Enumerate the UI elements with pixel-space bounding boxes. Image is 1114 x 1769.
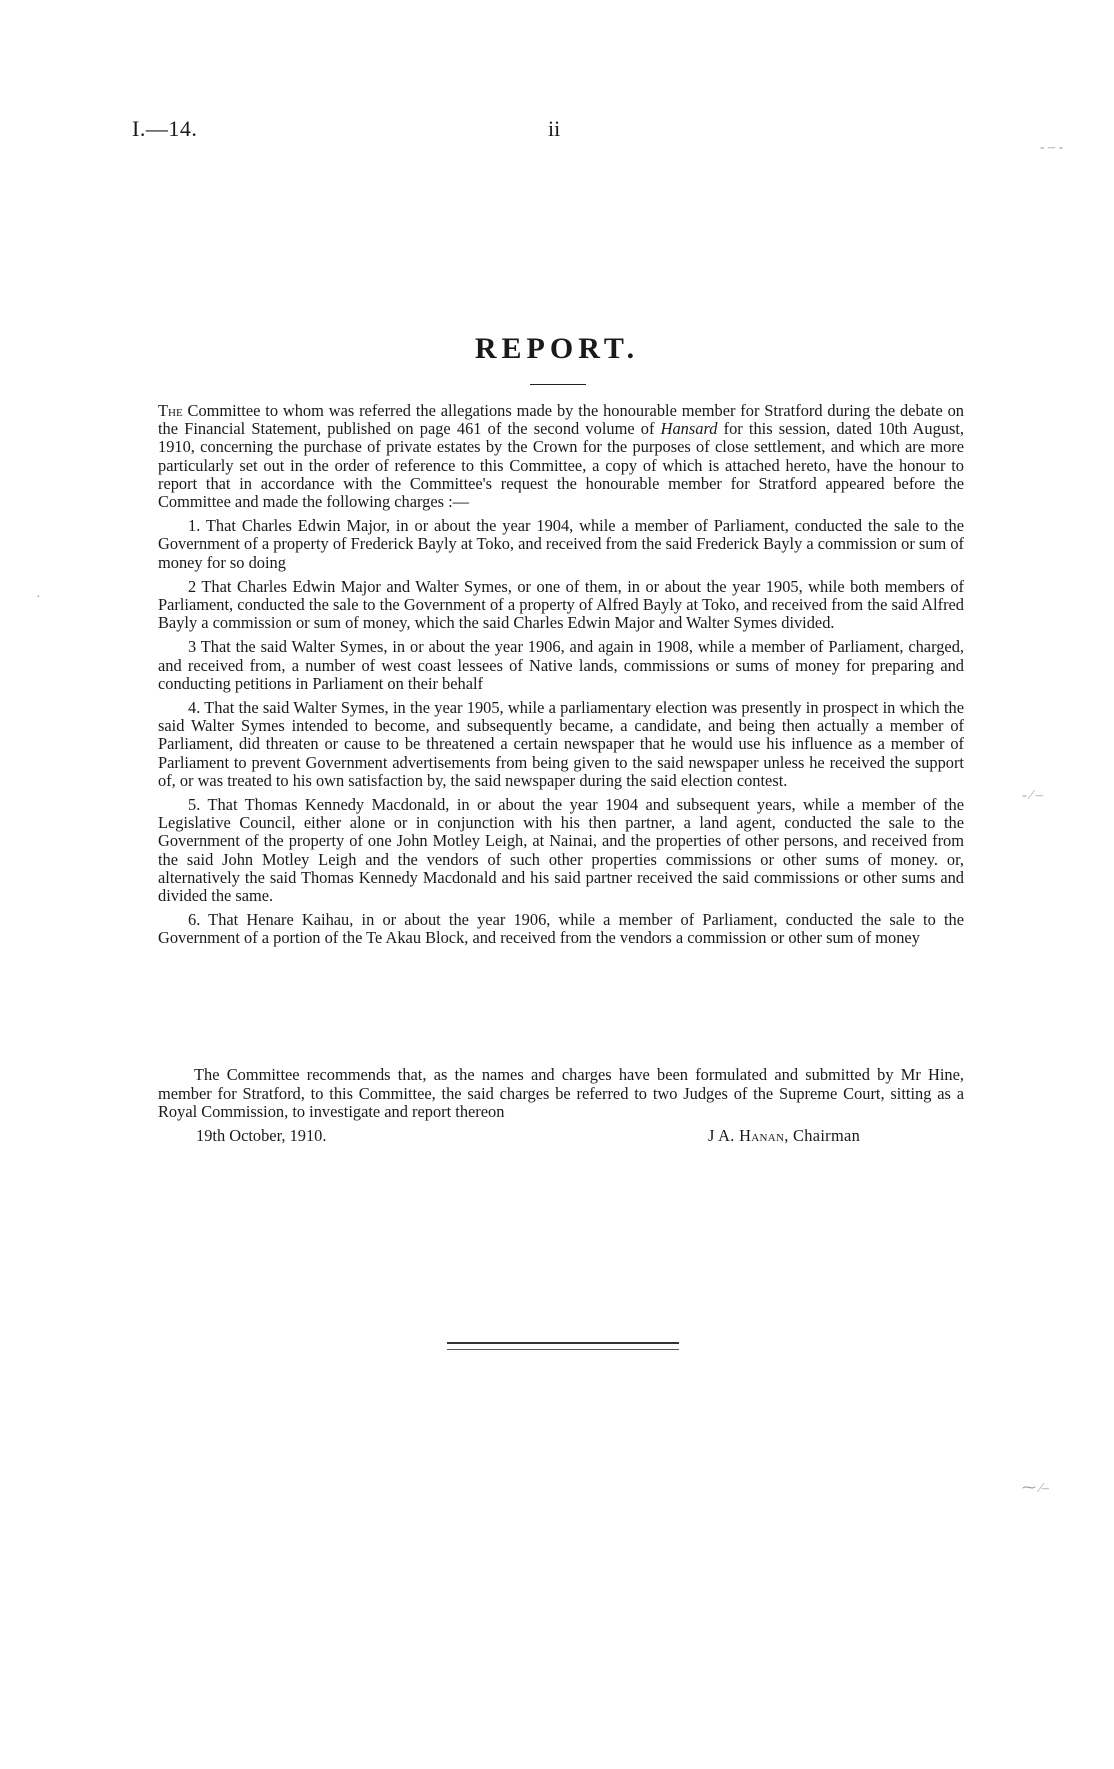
signature-title: , Chairman xyxy=(784,1126,861,1145)
title-underline xyxy=(530,384,586,385)
scan-mark: · xyxy=(36,590,41,605)
scan-mark: ‐ ⁄ ‒ xyxy=(1022,788,1043,803)
intro-lead-word: The xyxy=(158,401,183,420)
charge-1: 1. That Charles Edwin Major, in or about the year 1904, while a member of Parliament, conducted the sale to the Government of a property of Frederick Bayly at Toko, and received from the said Frederick Bayly a commission or sum of money for so doing xyxy=(158,516,964,572)
report-body xyxy=(158,402,964,954)
signature-name: Hanan xyxy=(739,1126,785,1145)
intro-text-end: for this session, dated 10th August, 1910, concerning the purchase of private estates by the Crown for the purposes of close settlement, and which are more particularly set out in the order of reference to this Committee, a copy of which is attached hereto, have the honour to report that in accordance with the Committee's request the honourable member for Stratford appeared before the Committee and made the following charges :— xyxy=(158,419,965,512)
page-title: REPORT. xyxy=(474,332,640,365)
scan-mark: ⁓ ⁄‒ xyxy=(1022,1481,1049,1496)
charge-3: 3 That the said Walter Symes, in or about the year 1906, and again in 1908, while a member of Parliament, charged, and received from, a number of west coast lessees of Native lands, commissions or sums of money for preparing and conducting petitions in Parliament on their behalf xyxy=(158,637,964,693)
signature-initials: J A. xyxy=(708,1126,740,1145)
recommendation-paragraph: The Committee recommends that, as the names and charges have been formulated and submitted by Mr Hine, member for Stratford, to this Committee, the said charges be referred to two Judges of the Supreme Court, sitting as a Royal Commission, to investigate and report thereon xyxy=(158,1065,964,1122)
chairman-signature xyxy=(708,1126,860,1146)
charge-5: 5. That Thomas Kennedy Macdonald, in or about the year 1904 and subsequent years, while a member of the Legislative Council, either alone or in conjunction with his then partner, a land agent, conducted the sale to the Government of the property of one John Motley Leigh, at Nainai, and the properties of other persons, and received from the said John Motley Leigh and the vendors of such other properties commissions or other sums of money. or, alternatively the said Thomas Kennedy Macdonald and his said partner received the said commissions or other sums and divided the same. xyxy=(158,795,964,906)
scan-mark: ‐ ‒ ‐ xyxy=(1040,140,1064,155)
report-date: 19th October, 1910. xyxy=(196,1126,327,1145)
charge-4: 4. That the said Walter Symes, in the year 1905, while a parliamentary election was presently in prospect in which the said Walter Symes intended to become, and subsequently became, a candidate, and being then actually a member of Parliament, did threaten or cause to be threatened a certain newspaper that he would use his influence as a member of Parliament to prevent Government advertisements from being given to the said newspaper unless he received the support of, or was treated to his own satisfaction by, the said newspaper during the said election contest. xyxy=(158,698,964,790)
charge-6: 6. That Henare Kaihau, in or about the year 1906, while a member of Parliament, conducted the sale to the Government of a portion of the Te Akau Block, and received from the vendors a commission or other sum of money xyxy=(158,910,964,948)
intro-italic-hansard: Hansard xyxy=(660,419,718,439)
end-divider xyxy=(447,1342,679,1350)
page-number: ii xyxy=(548,116,561,141)
intro-paragraph xyxy=(158,402,964,511)
intro-text-start: Committee to whom was referred the allegations made by the honourable member for Stratford during the debate on the Financial Statement, published on page 461 of the second volume of xyxy=(158,401,964,439)
charge-2: 2 That Charles Edwin Major and Walter Symes, or one of them, in or about the year 1905, while both members of Parliament, conducted the sale to the Government of a property of Alfred Bayly at Toko, and received from the said Alfred Bayly a commission or sum of money, which the said Charles Edwin Major and Walter Symes divided. xyxy=(158,576,964,633)
document-reference: I.—14. xyxy=(132,116,198,141)
